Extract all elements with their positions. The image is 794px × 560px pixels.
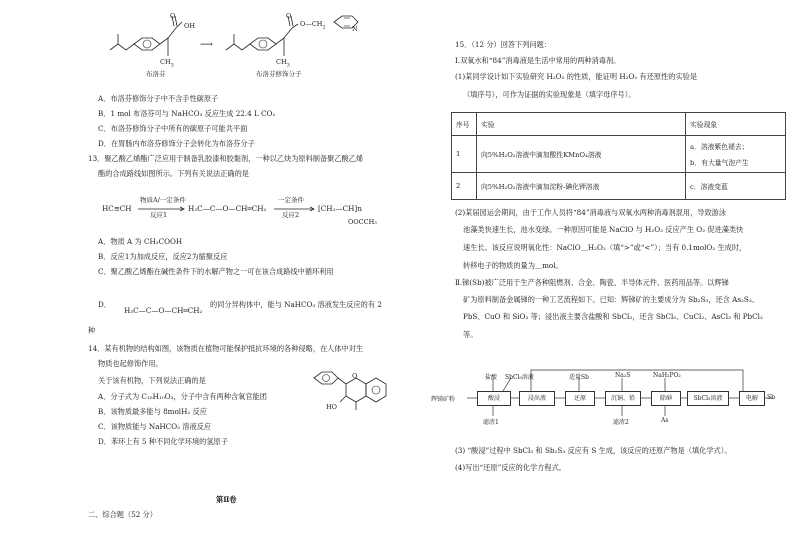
flow-input-3: 适量Sb — [569, 374, 589, 381]
part1-q1-line2: （填序号），可作为证据的实验现象是（填字母序号）。 — [463, 90, 636, 99]
q4-text: (4)写出“还原”反应的化学方程式。 — [455, 463, 566, 472]
eq-start: HC≡CH — [102, 204, 132, 213]
struct-o-label-1: O — [170, 12, 176, 20]
table-cell: 2 — [452, 173, 477, 200]
q14-option-b: B．该物质最多能与 8molH₂ 反应 — [98, 407, 207, 416]
struct-ch3-label-2: $CH_3$ — [276, 58, 290, 69]
struct-och2-label: $O—CH_2$ — [300, 20, 326, 31]
flow-box-leachate: 浸出液 — [519, 391, 555, 406]
modified-ibuprofen-structure — [226, 28, 386, 88]
table-header: 实验现象 — [686, 113, 786, 136]
struct-oh-label: OH — [184, 22, 195, 30]
struct-n-label: N — [352, 25, 358, 33]
table-row — [452, 136, 786, 173]
q14-option-a: A．分子式为 C₁₅H₁₀O₃，分子中含有两种含氧官能团 — [98, 392, 267, 401]
flow-box-acid-leach: 酸浸 — [477, 391, 511, 406]
table-cell: 向5%H₂O₂溶液中滴加酸性KMnO₄溶液 — [477, 136, 686, 173]
q13-option-b: B．反应1为加成反应，反应2为缩聚反应 — [98, 252, 228, 261]
flow-input-4: Na₂S — [615, 372, 631, 379]
eq-end-sub: OOCCH₃ — [348, 218, 377, 226]
q14-option-c: C．该物质能与 NaHCO₃ 溶液反应 — [98, 422, 212, 431]
q12-option-d: D．在胃肠内布洛芬修饰分子会转化为布洛芬分子 — [98, 139, 255, 148]
q13-option-d-text: 的同分异构体中，能与 NaHCO₃ 溶液发生反应的有 2 — [210, 300, 382, 309]
q13-stem-line2: 酯的合成路线如图所示。下列有关说法正确的是 — [98, 169, 249, 178]
flow-box-precipitate: 沉铜、铅 — [605, 391, 641, 406]
q15-heading: 15．（12 分）回答下列问题： — [455, 40, 552, 49]
eq-mid: H₃C—C—O—CH═CH₂ — [188, 204, 267, 213]
reaction-arrow: ⟶ — [200, 40, 213, 50]
part1-intro: Ⅰ.双氧水和“84”消毒液是生活中常用的两种消毒剂。 — [455, 56, 621, 65]
table-header: 序号 — [452, 113, 477, 136]
part2-line3: PbS、CuO 和 SiO₂ 等；浸出液主要含盐酸和 SbCl₃，还含 SbCl₅、CuCl₂、AsCl₃ 和 PbCl₂ — [463, 312, 763, 321]
table-header-row — [452, 113, 786, 136]
q13-option-a: A．物质 A 为 CH₃COOH — [98, 237, 183, 246]
flow-box-sbcl3: SbCl₃溶液 — [687, 391, 729, 406]
table-row — [452, 173, 786, 200]
part2-line4: 等。 — [463, 330, 478, 339]
part2-line2: 矿为原料制备金属锑的一种工艺流程如下。已知：辉锑矿的主要成分为 Sb₂S₃，还含 As₂S₃、 — [463, 295, 759, 304]
flow-box-electrolysis: 电解 — [739, 391, 765, 406]
flow-start: 辉锑矿粉 — [431, 396, 456, 403]
process-flow — [433, 360, 773, 430]
table-header: 实验 — [477, 113, 686, 136]
flow-box-arsenic: 除砷 — [651, 391, 681, 406]
flow-input-1: 盐酸 — [485, 374, 498, 381]
flow-residue-2: 滤渣2 — [613, 419, 629, 426]
ibuprofen-label: 布洛芬 — [146, 70, 166, 78]
table-cell: c．溶液变蓝 — [686, 173, 786, 200]
q14-stem-line2: 物质也起修饰作用。 — [98, 359, 163, 368]
eq-end: [CH₂—CH]n — [318, 204, 362, 213]
q13-option-d-prefix: D． — [98, 300, 111, 309]
experiment-table — [451, 112, 786, 200]
q12-option-b: B．1 mol 布洛芬可与 NaHCO₃ 反应生成 22.4 L CO₂ — [98, 109, 276, 118]
flow-box-reduce: 还原 — [565, 391, 595, 406]
flow-arsenic: As — [661, 417, 669, 424]
flavonol-structure — [306, 364, 396, 424]
modified-molecule-label: 布洛芬修饰分子 — [256, 70, 302, 78]
struct-ch3-label-1: $CH_3$ — [160, 58, 174, 69]
flavonol-o-label: O — [352, 372, 358, 380]
eq-arrow2-bot: 反应2 — [282, 211, 300, 219]
eq-arrow2-top: 一定条件 — [278, 196, 304, 204]
q12-option-c: C．布洛芬修饰分子中所有的碳原子可能共平面 — [98, 124, 248, 133]
q13-stem-line1: 13．聚乙酸乙烯酯广泛应用于制备乳胶漆和胶黏剂，一种以乙炔为原料制备聚乙酸乙烯 — [88, 154, 364, 163]
eq-arrow1-top: 物质A/一定条件 — [140, 196, 186, 204]
part1-q2-line3: 速生长。该反应说明氧化性：NaClO＿H₂O₂（填“>”或“<”）；当有 0.1molO₂ 生成时， — [463, 243, 747, 252]
part1-q2-line2: 池藻类快速生长，池水变绿。一种原因可能是 NaClO 与 H₂O₂ 反应产生 O₂ 促进藻类快 — [463, 225, 744, 234]
table-cell: 1 — [452, 136, 477, 173]
q13-option-d-tail: 种 — [88, 326, 96, 335]
flow-end: Sb — [767, 394, 775, 401]
part2-title: 第Ⅱ卷 — [216, 495, 237, 504]
q3-text: (3) “酸浸”过程中 SbCl₅ 和 Sb₂S₃ 反应有 S 生成，该反应的还原产物是（填化学式）。 — [455, 446, 732, 455]
part2-line1: Ⅱ.锑(Sb)被广泛用于生产各种阻燃剂、合金、陶瓷、半导体元件、医药用品等。以辉锑 — [455, 278, 729, 287]
table-cell: 向5%H₂O₂溶液中滴加淀粉-碘化钾溶液 — [477, 173, 686, 200]
q13-option-c: C．聚乙酸乙烯酯在碱性条件下的水解产物之一可在该合成路线中循环利用 — [98, 267, 334, 276]
part1-q2-line4: 转移电子的物质的量为＿mol。 — [463, 261, 563, 270]
part1-q1-line1: (1)某同学设计如下实验研究 H₂O₂ 的性质，能证明 H₂O₂ 有还原性的实验是 — [455, 72, 698, 81]
part1-q2-line1: (2)某届园运会期间，由于工作人员将“84”消毒液与双氧水两种消毒剂混用，导致游泳 — [455, 208, 727, 217]
flow-input-5: NaH₂PO₂ — [653, 372, 681, 379]
q14-option-d: D．苯环上有 5 种不同化学环境的氢原子 — [98, 437, 228, 446]
eq-arrow1-bot: 反应1 — [150, 211, 168, 219]
table-cell: a．溶液紫色褪去； b．有大量气泡产生 — [686, 136, 786, 173]
flow-residue-1: 滤渣1 — [483, 419, 499, 426]
q14-stem-line1: 14．某有机物的结构如图，该物质在植物可能保护抵抗环境的各种侵略，在人体中对生 — [88, 344, 364, 353]
q13-option-d-formula: H₃C—C—O—CH═CH₂ — [124, 306, 203, 315]
q14-stem-line3: 关于该有机物，下列说法正确的是 — [98, 376, 206, 385]
struct-o-label-2: O — [286, 12, 292, 20]
q12-option-a: A．布洛芬修饰分子中不含手性碳原子 — [98, 94, 219, 103]
section2-heading: 二、综合题（52 分） — [88, 510, 157, 519]
flavonol-ho-label: HO — [326, 403, 337, 411]
flow-input-2: SbCl₅溶液 — [505, 374, 534, 381]
